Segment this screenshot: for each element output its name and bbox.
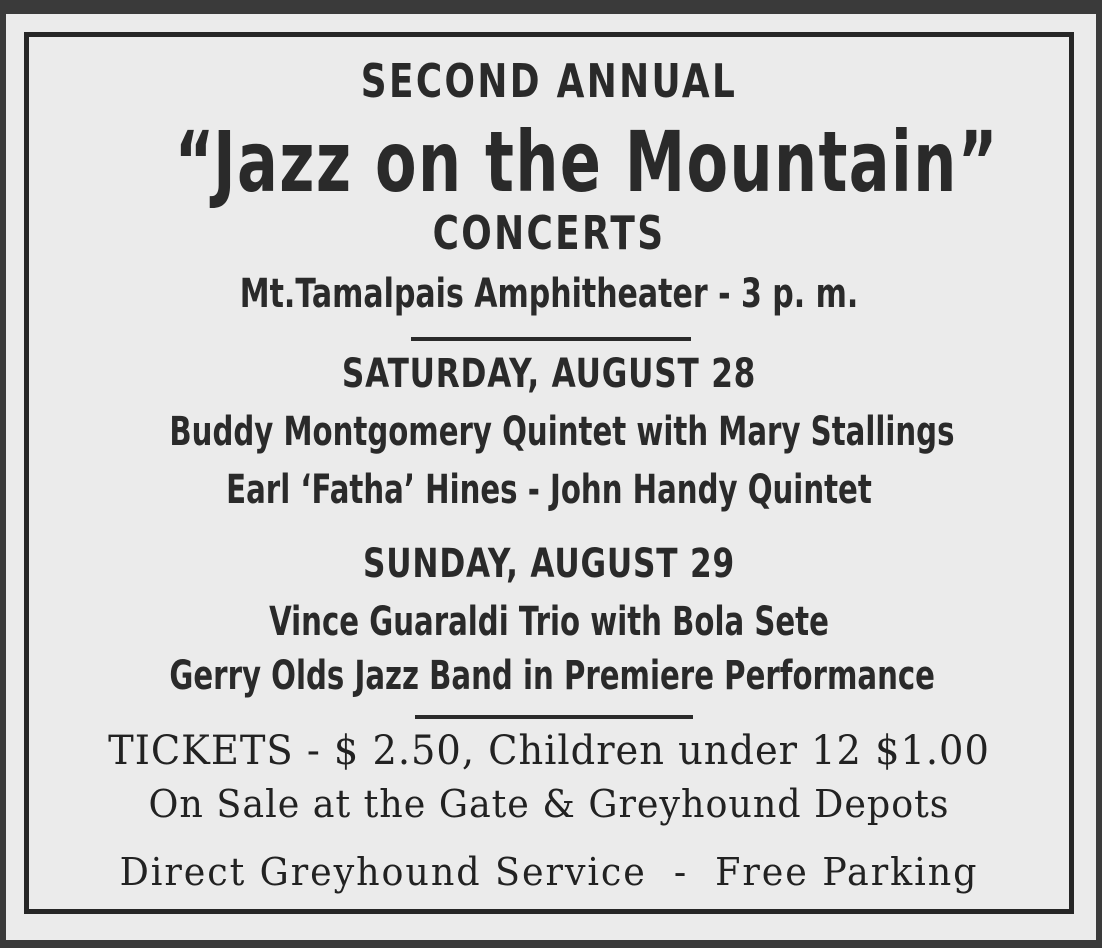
newspaper-clipping xyxy=(6,14,1096,940)
service-parking: Direct Greyhound Service - Free Parking xyxy=(119,850,979,894)
subtitle-text: CONCERTS xyxy=(432,206,666,260)
ad-border xyxy=(24,32,1074,914)
saturday-lineup-1: Buddy Montgomery Quintet with Mary Stallings xyxy=(169,409,955,455)
ticket-prices: TICKETS - $ 2.50, Children under 12 $1.00 xyxy=(108,728,990,774)
divider-rule xyxy=(411,337,691,341)
sunday-date: SUNDAY, AUGUST 29 xyxy=(363,541,735,587)
venue-text: Mt.Tamalpais Amphitheater - 3 p. m. xyxy=(239,271,859,317)
sunday-lineup-2: Gerry Olds Jazz Band in Premiere Performance xyxy=(169,653,935,699)
sale-locations: On Sale at the Gate & Greyhound Depots xyxy=(148,782,950,826)
divider-rule xyxy=(415,715,693,719)
sunday-lineup-1: Vince Guaraldi Trio with Bola Sete xyxy=(269,599,829,645)
saturday-date: SATURDAY, AUGUST 28 xyxy=(341,351,757,397)
kicker-text: SECOND ANNUAL xyxy=(360,54,738,108)
ad-title: “Jazz on the Mountain” xyxy=(174,113,999,211)
saturday-lineup-2: Earl ‘Fatha’ Hines - John Handy Quintet xyxy=(226,467,872,513)
